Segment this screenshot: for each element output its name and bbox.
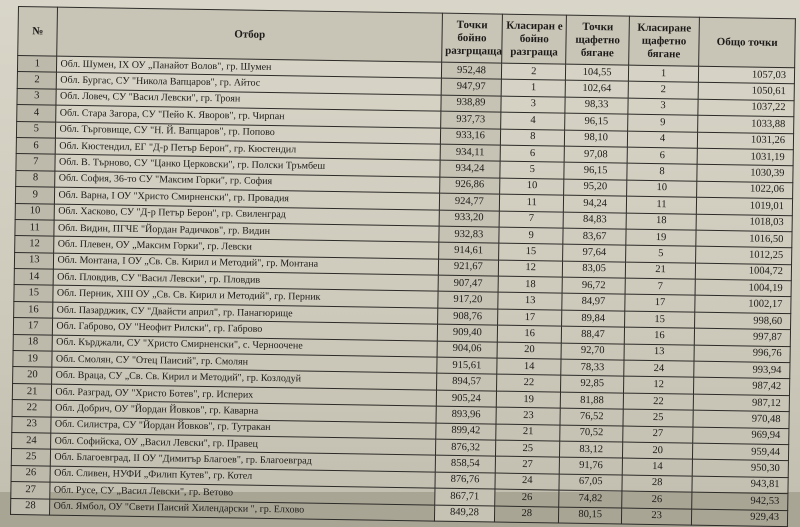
relay-points: 89,84 xyxy=(562,310,625,327)
team-name: Обл. Разград, ОУ "Христо Ботев", гр. Исперих xyxy=(52,384,437,406)
relay-rank: 6 xyxy=(627,147,698,164)
team-name: Обл. Ямбол, ОУ "Свети Паисий Хилендарски ", гр. Елхово xyxy=(50,499,435,521)
team-name: Обл. Кърджали, СУ "Христо Смирненски", с. Черноочене xyxy=(53,335,438,357)
row-number: 27 xyxy=(11,482,51,499)
battle-points: 938,89 xyxy=(441,95,501,112)
team-name: Обл. Добрич, ОУ "Йордан Йовков", гр. Каварна xyxy=(52,400,437,422)
relay-points: 92,70 xyxy=(561,343,624,360)
row-number: 3 xyxy=(17,88,57,105)
header-total: Общо точки xyxy=(699,17,795,67)
team-name: Обл. Перник, XIII ОУ „Св. Св. Кирил и Методий", гр. Перник xyxy=(53,286,438,308)
relay-points: 98,10 xyxy=(565,130,628,147)
header-battle-points: Точки бойно разгрщаща xyxy=(441,13,502,63)
relay-rank: 4 xyxy=(627,131,698,148)
relay-rank: 21 xyxy=(625,262,696,279)
total-points: 987,42 xyxy=(694,378,790,396)
relay-rank: 1 xyxy=(628,65,699,82)
row-number: 23 xyxy=(12,416,52,433)
battle-points: 849,28 xyxy=(434,505,494,522)
team-name: Обл. Ловеч, СУ "Васил Левски", гр. Троян xyxy=(56,89,441,111)
total-points: 1057,03 xyxy=(699,66,795,84)
team-name: Обл. Смолян, СУ "Отец Паисий", гр. Смолян xyxy=(52,351,437,373)
total-points: 1031,26 xyxy=(698,132,794,150)
relay-points: 78,33 xyxy=(561,359,624,376)
relay-rank: 13 xyxy=(624,344,695,361)
relay-points: 84,83 xyxy=(564,212,627,229)
relay-points: 94,24 xyxy=(564,195,627,212)
total-points: 959,44 xyxy=(693,443,789,461)
total-points: 1002,17 xyxy=(695,296,791,314)
relay-rank: 20 xyxy=(622,442,693,459)
battle-rank: 9 xyxy=(499,227,564,244)
relay-rank: 2 xyxy=(628,81,699,98)
team-name: Обл. Пазарджик, СУ "Двайсти април", гр. Панагюрище xyxy=(53,302,438,324)
relay-rank: 22 xyxy=(623,393,694,410)
team-name: Обл. Софийска, ОУ „Васил Левски", гр. Правец xyxy=(51,433,436,455)
battle-rank: 22 xyxy=(497,374,562,391)
battle-points: 934,24 xyxy=(440,160,500,177)
relay-points: 98,33 xyxy=(565,97,628,114)
relay-rank: 7 xyxy=(625,278,696,295)
total-points: 997,87 xyxy=(695,328,791,346)
battle-rank: 20 xyxy=(497,342,562,359)
relay-points: 97,08 xyxy=(565,146,628,163)
relay-points: 88,47 xyxy=(562,326,625,343)
total-points: 1016,50 xyxy=(696,230,792,248)
total-points: 1012,25 xyxy=(696,246,792,264)
team-name: Обл. Монтана, I ОУ „Св. Св. Кирил и Методий", гр. Монтана xyxy=(54,253,439,275)
battle-rank: 27 xyxy=(495,456,560,473)
battle-points: 908,76 xyxy=(437,308,497,325)
relay-points: 95,20 xyxy=(564,179,627,196)
battle-rank: 25 xyxy=(496,440,561,457)
total-points: 993,94 xyxy=(694,361,790,379)
team-name: Обл. Видин, ПГЧЕ "Йордан Радичков", гр. Видин xyxy=(54,220,439,242)
battle-points: 905,24 xyxy=(436,390,496,407)
relay-rank: 24 xyxy=(624,360,695,377)
battle-points: 932,83 xyxy=(439,226,499,243)
row-number: 10 xyxy=(15,203,55,220)
row-number: 24 xyxy=(12,432,52,449)
relay-points: 92,85 xyxy=(561,375,624,392)
battle-rank: 13 xyxy=(498,293,563,310)
total-points: 929,43 xyxy=(692,509,788,527)
team-name: Обл. Търговище, СУ "Н. Й. Вапцаров", гр. Попово xyxy=(56,122,441,144)
relay-rank: 14 xyxy=(622,458,693,475)
team-name: Обл. Благоевград, II ОУ "Димитър Благоев", гр. Благоевград xyxy=(51,449,436,471)
battle-rank: 10 xyxy=(500,178,565,195)
battle-rank: 17 xyxy=(498,309,563,326)
relay-rank: 25 xyxy=(623,409,694,426)
relay-points: 76,52 xyxy=(560,408,623,425)
total-points: 969,94 xyxy=(693,427,789,445)
battle-points: 934,11 xyxy=(440,144,500,161)
battle-rank: 21 xyxy=(496,424,561,441)
battle-points: 899,42 xyxy=(436,423,496,440)
battle-rank: 26 xyxy=(495,489,560,506)
battle-rank: 2 xyxy=(501,63,566,80)
header-relay-rank: Класиране щафетно бягане xyxy=(628,16,699,66)
total-points: 950,30 xyxy=(693,460,789,478)
relay-rank: 18 xyxy=(626,213,697,230)
row-number: 13 xyxy=(14,252,54,269)
battle-points: 914,61 xyxy=(438,242,498,259)
battle-points: 876,76 xyxy=(435,472,495,489)
relay-points: 91,76 xyxy=(560,457,623,474)
total-points: 1037,22 xyxy=(698,99,794,117)
relay-rank: 26 xyxy=(621,491,692,508)
battle-points: 876,32 xyxy=(435,439,495,456)
battle-rank: 12 xyxy=(498,260,563,277)
team-name: Обл. Враца, СУ „Св. Св. Кирил и Методий", гр. Козлодуй xyxy=(52,368,437,390)
battle-points: 926,86 xyxy=(439,177,499,194)
row-number: 1 xyxy=(17,56,57,73)
battle-rank: 3 xyxy=(501,96,566,113)
total-points: 1031,19 xyxy=(697,148,793,166)
battle-points: 917,20 xyxy=(438,292,498,309)
relay-rank: 16 xyxy=(624,327,695,344)
relay-points: 104,55 xyxy=(566,64,629,81)
battle-rank: 19 xyxy=(496,391,561,408)
battle-points: 933,20 xyxy=(439,210,499,227)
team-name: Обл. Пловдив, СУ "Васил Левски", гр. Пловдив xyxy=(54,269,439,291)
team-name: Обл. София, 36-то СУ "Максим Горки", гр. София xyxy=(55,171,440,193)
relay-rank: 11 xyxy=(626,196,697,213)
team-name: Обл. Габрово, ОУ "Неофит Рилски", гр. Габрово xyxy=(53,318,438,340)
total-points: 943,81 xyxy=(692,476,788,494)
battle-rank: 6 xyxy=(500,145,565,162)
row-number: 15 xyxy=(14,285,54,302)
battle-rank: 14 xyxy=(497,358,562,375)
relay-rank: 19 xyxy=(626,229,697,246)
relay-points: 74,82 xyxy=(559,490,622,507)
relay-points: 80,15 xyxy=(559,507,622,524)
row-number: 22 xyxy=(12,400,52,417)
relay-points: 96,15 xyxy=(564,162,627,179)
row-number: 21 xyxy=(12,383,52,400)
row-number: 17 xyxy=(13,318,53,335)
relay-rank: 5 xyxy=(625,245,696,262)
total-points: 1004,72 xyxy=(696,263,792,281)
battle-rank: 1 xyxy=(501,79,566,96)
row-number: 18 xyxy=(13,334,53,351)
battle-points: 894,57 xyxy=(436,374,496,391)
total-points: 998,60 xyxy=(695,312,791,330)
battle-rank: 11 xyxy=(499,194,564,211)
relay-rank: 23 xyxy=(621,508,692,525)
total-points: 1030,39 xyxy=(697,165,793,183)
row-number: 19 xyxy=(13,350,53,367)
row-number: 12 xyxy=(15,236,55,253)
team-name: Обл. Хасково, СУ "Д-р Петър Берон", гр. Свиленград xyxy=(55,204,440,226)
team-name: Обл. Сливен, НУФИ „Филип Кутев", гр. Котел xyxy=(50,466,435,488)
battle-points: 858,54 xyxy=(435,455,495,472)
relay-rank: 27 xyxy=(622,426,693,443)
row-number: 28 xyxy=(11,498,51,515)
team-name: Обл. В. Търново, СУ "Цанко Церковски", гр. Полски Тръмбеш xyxy=(55,154,440,176)
relay-rank: 10 xyxy=(626,180,697,197)
battle-points: 924,77 xyxy=(439,193,499,210)
row-number: 8 xyxy=(16,170,56,187)
battle-points: 947,97 xyxy=(441,79,501,96)
relay-points: 96,15 xyxy=(565,113,628,130)
team-name: Обл. Русе, СУ „Васил Левски", гр. Ветово xyxy=(50,482,435,504)
row-number: 25 xyxy=(11,449,51,466)
row-number: 6 xyxy=(16,137,56,154)
team-name: Обл. Бургас, СУ "Никола Вапцаров", гр. Айтос xyxy=(57,73,442,95)
relay-points: 67,05 xyxy=(559,474,622,491)
relay-points: 81,88 xyxy=(561,392,624,409)
battle-rank: 24 xyxy=(495,473,560,490)
relay-rank: 15 xyxy=(624,311,695,328)
battle-points: 907,47 xyxy=(438,275,498,292)
battle-rank: 15 xyxy=(499,243,564,260)
row-number: 2 xyxy=(17,72,57,89)
row-number: 7 xyxy=(16,154,56,171)
total-points: 1018,03 xyxy=(696,214,792,232)
relay-points: 83,67 xyxy=(563,228,626,245)
row-number: 5 xyxy=(16,121,56,138)
battle-points: 933,16 xyxy=(440,128,500,145)
relay-rank: 9 xyxy=(627,114,698,131)
row-number: 9 xyxy=(15,187,55,204)
battle-points: 937,73 xyxy=(440,111,500,128)
total-points: 942,53 xyxy=(692,492,788,510)
relay-points: 83,12 xyxy=(560,441,623,458)
relay-rank: 8 xyxy=(627,163,698,180)
table-body xyxy=(11,56,795,527)
battle-rank: 16 xyxy=(497,325,562,342)
battle-rank: 5 xyxy=(500,161,565,178)
total-points: 1019,01 xyxy=(697,197,793,215)
total-points: 970,48 xyxy=(693,410,789,428)
battle-rank: 23 xyxy=(496,407,561,424)
battle-rank: 28 xyxy=(495,506,560,523)
row-number: 20 xyxy=(13,367,53,384)
relay-rank: 3 xyxy=(628,98,699,115)
relay-points: 96,72 xyxy=(562,277,625,294)
total-points: 1022,06 xyxy=(697,181,793,199)
battle-points: 921,67 xyxy=(438,259,498,276)
relay-rank: 12 xyxy=(623,376,694,393)
total-points: 1050,61 xyxy=(698,83,794,101)
total-points: 996,76 xyxy=(694,345,790,363)
battle-rank: 4 xyxy=(501,112,566,129)
header-team: Отбор xyxy=(57,7,442,62)
relay-points: 70,52 xyxy=(560,425,623,442)
total-points: 1033,88 xyxy=(698,115,794,133)
relay-points: 102,64 xyxy=(566,81,629,98)
battle-points: 893,96 xyxy=(436,406,496,423)
header-no: № xyxy=(18,7,58,57)
team-name: Обл. Силистра, СУ "Йордан Йовков", гр. Тутракан xyxy=(51,417,436,439)
row-number: 11 xyxy=(15,219,55,236)
team-name: Обл. Плевен, ОУ „Максим Горки", гр. Левски xyxy=(54,236,439,258)
battle-rank: 18 xyxy=(498,276,563,293)
relay-rank: 17 xyxy=(625,295,696,312)
total-points: 987,12 xyxy=(694,394,790,412)
total-points: 1004,19 xyxy=(695,279,791,297)
row-number: 4 xyxy=(17,105,57,122)
battle-rank: 8 xyxy=(500,129,565,146)
relay-points: 83,05 xyxy=(563,261,626,278)
row-number: 26 xyxy=(11,465,51,482)
row-number: 14 xyxy=(14,269,54,286)
team-name: Обл. Кюстендил, ЕГ "Д-р Петър Берон", гр. Кюстендил xyxy=(56,138,441,160)
battle-points: 915,61 xyxy=(437,357,497,374)
header-relay-points: Точки щафетно бягане xyxy=(566,15,629,65)
relay-points: 97,64 xyxy=(563,244,626,261)
battle-points: 867,71 xyxy=(435,488,495,505)
team-name: Обл. Шумен, IX ОУ „Панайот Волов", гр. Шумен xyxy=(57,56,442,78)
battle-points: 952,48 xyxy=(441,62,501,79)
relay-rank: 28 xyxy=(622,475,693,492)
team-name: Обл. Варна, I ОУ "Христо Смирненски", гр. Провадия xyxy=(55,187,440,209)
relay-points: 84,97 xyxy=(562,294,625,311)
results-table xyxy=(10,6,796,527)
header-battle-rank: Класиран е бойно разграща xyxy=(502,14,567,64)
battle-rank: 7 xyxy=(499,211,564,228)
row-number: 16 xyxy=(14,301,54,318)
team-name: Обл. Стара Загора, СУ "Пейо К. Яворов", гр. Чирпан xyxy=(56,105,441,127)
battle-points: 904,06 xyxy=(437,341,497,358)
battle-points: 909,40 xyxy=(437,324,497,341)
